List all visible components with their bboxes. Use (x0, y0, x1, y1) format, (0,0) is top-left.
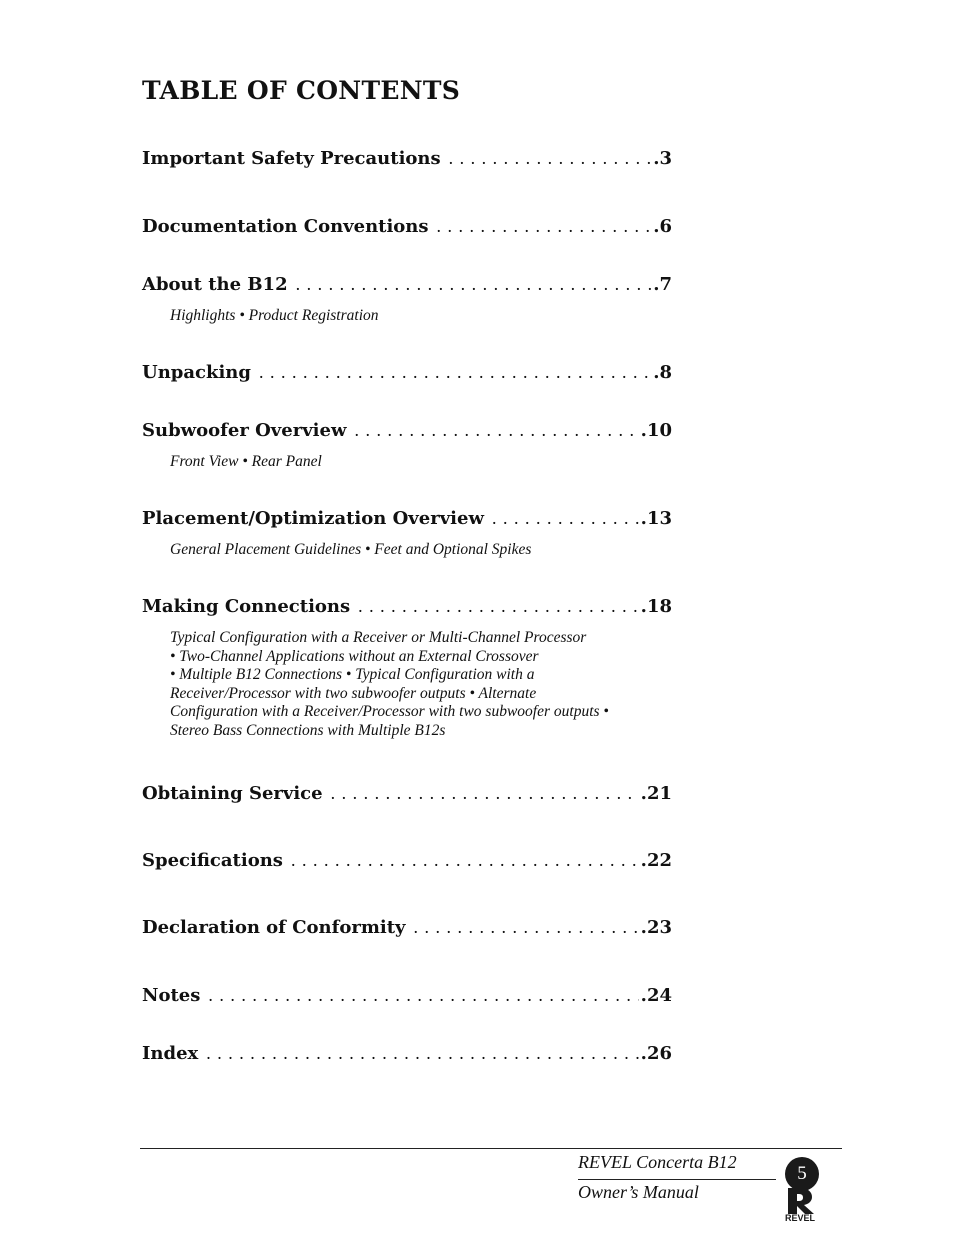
toc-entry-title: Making Connections (142, 596, 351, 617)
toc-entry-safety-precautions[interactable] (142, 146, 672, 171)
toc-entry-subwoofer-overview[interactable] (142, 418, 672, 443)
toc-subtopic-line: Configuration with a Receiver/Processor with two subwoofer outputs • (170, 703, 609, 721)
toc-entry-index[interactable] (142, 1041, 672, 1066)
toc-entry-title: Notes (142, 985, 201, 1006)
toc-subtopics: General Placement Guidelines • Feet and Optional Spikes (170, 541, 532, 558)
dot-leader (354, 418, 638, 442)
toc-subtopics: Highlights • Product Registration (170, 307, 379, 324)
toc-entry-about-b12[interactable] (142, 272, 672, 297)
footer-product-name: REVEL Concerta B12 (578, 1152, 737, 1172)
dot-leader (358, 594, 639, 618)
toc-subtopic-line: Receiver/Processor with two subwoofer outputs • Alternate (170, 684, 537, 702)
toc-subtopics: Front View • Rear Panel (170, 453, 322, 470)
toc-entry-making-connections[interactable] (142, 594, 672, 619)
toc-entry-title: Placement/Optimization Overview (142, 508, 484, 529)
toc-entry-title: Specifications (142, 850, 283, 871)
toc-page-number: .6 (653, 216, 672, 237)
page-title: TABLE OF CONTENTS (142, 76, 461, 105)
toc-page-number: .7 (653, 274, 672, 295)
toc-page-number: .21 (640, 783, 672, 804)
toc-page-number: .22 (640, 850, 672, 871)
dot-leader (259, 360, 651, 384)
toc-entry-title: Index (142, 1043, 199, 1064)
dot-leader (492, 506, 639, 530)
dot-leader (206, 1041, 638, 1065)
dot-leader (414, 915, 639, 939)
toc-entry-title: Documentation Conventions (142, 216, 429, 237)
footer-inner-divider (578, 1179, 776, 1180)
dot-leader (449, 146, 652, 170)
footer-document-name: Owner’s Manual (578, 1182, 699, 1202)
dot-leader (331, 781, 639, 805)
toc-subtopic-line: • Multiple B12 Connections • Typical Configuration with a (170, 666, 535, 684)
toc-entry-declaration-conformity[interactable] (142, 915, 672, 940)
toc-page-number: .3 (653, 148, 672, 169)
toc-entry-title: Important Safety Precautions (142, 148, 441, 169)
toc-page-number: .13 (640, 508, 672, 529)
toc-entry-notes[interactable] (142, 983, 672, 1008)
dot-leader (291, 848, 639, 872)
dot-leader (208, 983, 638, 1007)
revel-logo-text: REVEL (785, 1213, 816, 1222)
toc-entry-title: Subwoofer Overview (142, 420, 347, 441)
toc-subtopic-line: Typical Configuration with a Receiver or Multi-Channel Processor (170, 629, 587, 646)
toc-entry-title: Declaration of Conformity (142, 917, 406, 938)
dot-leader (437, 214, 652, 238)
toc-entry-title: Unpacking (142, 362, 251, 383)
toc-page-number: .10 (640, 420, 672, 441)
toc-entry-specifications[interactable] (142, 848, 672, 873)
toc-entry-title: Obtaining Service (142, 783, 323, 804)
toc-subtopic-line: Stereo Bass Connections with Multiple B12s (170, 721, 446, 739)
revel-logo-icon (782, 1186, 832, 1222)
dot-leader (296, 272, 652, 296)
toc-entry-documentation-conventions[interactable] (142, 214, 672, 239)
toc-page-number: .26 (640, 1043, 672, 1064)
toc-page-number: .18 (640, 596, 672, 617)
footer-divider (140, 1148, 842, 1149)
toc-entry-unpacking[interactable] (142, 360, 672, 385)
toc-page-number: .24 (640, 985, 672, 1006)
toc-page-number: .23 (640, 917, 672, 938)
toc-entry-placement-overview[interactable] (142, 506, 672, 531)
toc-page-number: .8 (653, 362, 672, 383)
toc-subtopic-line: • Two-Channel Applications without an External Crossover (170, 647, 539, 665)
toc-entry-title: About the B12 (142, 274, 288, 295)
toc-subtopics (170, 629, 650, 741)
toc-entry-obtaining-service[interactable] (142, 781, 672, 806)
page-number-badge: 5 (785, 1157, 819, 1191)
